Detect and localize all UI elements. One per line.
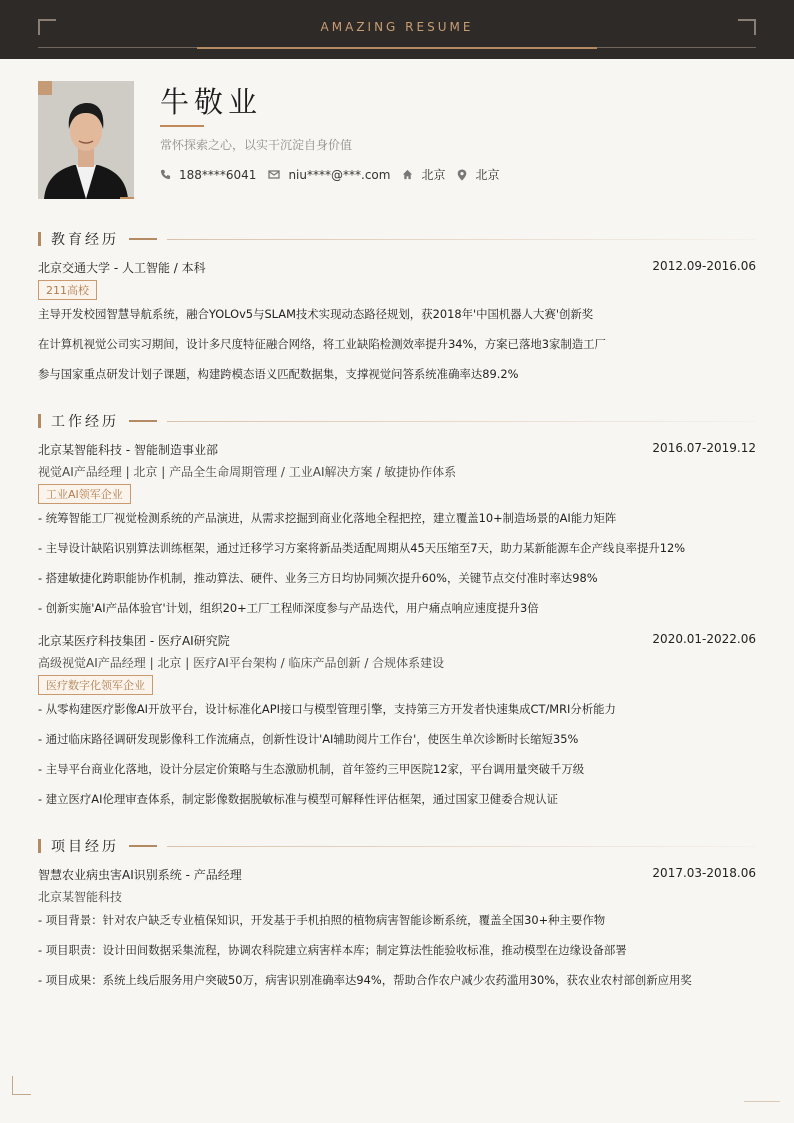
education-item: 在计算机视觉公司实习期间，设计多尺度特征融合网络，将工业缺陷检测效率提升34%，方案已落地3家制造工厂 xyxy=(38,337,606,351)
company-tag-badge: 工业AI领军企业 xyxy=(38,484,131,504)
header-accent-rule xyxy=(197,47,597,49)
education-item: 参与国家重点研发计划子课题，构建跨模态语义匹配数据集，支撑视觉问答系统准确率达89.2% xyxy=(38,367,519,381)
location-pin-icon xyxy=(457,169,467,181)
email-address: niu****@***.com xyxy=(288,167,391,182)
footer-rule xyxy=(744,1101,780,1102)
section-rule xyxy=(167,421,756,422)
job-item: - 创新实施'AI产品体验官'计划，组织20+工厂工程师深度参与产品迭代，用户痛点响应速度提升3倍 xyxy=(38,601,539,615)
current-city: 北京 xyxy=(475,168,500,182)
section-dash xyxy=(129,845,157,847)
profile-photo xyxy=(38,81,134,199)
job-item: - 建立医疗AI伦理审查体系，制定影像数据脱敏标准与模型可解释性评估框架，通过国家卫健委合规认证 xyxy=(38,792,559,806)
project-org: 北京某智能科技 xyxy=(38,890,123,904)
job-role: 视觉AI产品经理 | 北京 | 产品全生命周期管理 / 工业AI解决方案 / 敏捷协作体系 xyxy=(38,465,457,479)
name-underline xyxy=(160,125,204,127)
photo-corner-mark xyxy=(120,197,134,199)
avatar xyxy=(38,81,134,199)
section-project-title xyxy=(38,837,756,855)
project-name: 智慧农业病虫害AI识别系统 - 产品经理 xyxy=(38,868,242,882)
education-date: 2012.09-2016.06 xyxy=(652,259,756,273)
photo-corner-mark xyxy=(38,81,52,95)
education-item: 主导开发校园智慧导航系统，融合YOLOv5与SLAM技术实现动态路径规划，获2018年'中国机器人大赛'创新奖 xyxy=(38,307,594,321)
section-label: 工作经历 xyxy=(51,414,119,430)
mail-icon xyxy=(268,169,280,180)
job-company: 北京某智能科技 - 智能制造事业部 xyxy=(38,443,218,457)
job-role: 高级视觉AI产品经理 | 北京 | 医疗AI平台架构 / 临床产品创新 / 合规体系建设 xyxy=(38,656,445,670)
contact-home xyxy=(402,166,445,183)
section-rule xyxy=(167,846,756,847)
section-marker xyxy=(38,414,41,428)
job-item: - 主导设计缺陷识别算法训练框架，通过迁移学习方案将新品类适配周期从45天压缩至7天，助力某新能源车企产线良率提升12% xyxy=(38,541,686,555)
school-tag-badge: 211高校 xyxy=(38,280,97,300)
section-dash xyxy=(129,238,157,240)
section-marker xyxy=(38,839,41,853)
job-item: - 从零构建医疗影像AI开放平台，设计标准化API接口与模型管理引擎，支持第三方开发者快速集成CT/MRI分析能力 xyxy=(38,702,616,716)
section-education-title xyxy=(38,230,756,248)
section-dash xyxy=(129,420,157,422)
phone-number: 188****6041 xyxy=(179,167,257,182)
page-header xyxy=(0,0,794,59)
company-tag-badge: 医疗数字化领军企业 xyxy=(38,675,153,695)
project-item: - 项目职责：设计田间数据采集流程，协调农科院建立病害样本库；制定算法性能验收标准，推动模型在边缘设备部署 xyxy=(38,943,627,957)
contact-phone xyxy=(160,168,256,182)
section-work-title xyxy=(38,412,756,430)
job-entry-header xyxy=(38,632,756,649)
section-label: 教育经历 xyxy=(51,232,119,248)
section-marker xyxy=(38,232,41,246)
home-icon xyxy=(402,169,413,180)
section-rule xyxy=(167,239,756,240)
project-item: - 项目背景：针对农户缺乏专业植保知识，开发基于手机拍照的植物病害智能诊断系统，覆盖全国30+种主要作物 xyxy=(38,913,606,927)
candidate-name: 牛敬业 xyxy=(160,85,263,119)
job-item: - 搭建敏捷化跨职能协作机制，推动算法、硬件、业务三方日均协同频次提升60%，关键节点交付准时率达98% xyxy=(38,571,598,585)
school-name: 北京交通大学 - 人工智能 / 本科 xyxy=(38,261,206,275)
job-item: - 主导平台商业化落地，设计分层定价策略与生态激励机制，首年签约三甲医院12家，平台调用量突破千万级 xyxy=(38,762,585,776)
project-entry-header xyxy=(38,866,756,883)
job-date: 2020.01-2022.06 xyxy=(652,632,756,646)
project-date: 2017.03-2018.06 xyxy=(652,866,756,880)
contact-info xyxy=(160,166,511,183)
job-company: 北京某医疗科技集团 - 医疗AI研究院 xyxy=(38,634,230,648)
project-item: - 项目成果：系统上线后服务用户突破50万，病害识别准确率达94%，帮助合作农户减少农药滥用30%，获农业农村部创新应用奖 xyxy=(38,973,692,987)
job-item: - 统筹智能工厂视觉检测系统的产品演进，从需求挖掘到商业化落地全程把控，建立覆盖10+制造场景的AI能力矩阵 xyxy=(38,511,617,525)
candidate-motto: 常怀探索之心，以实干沉淀自身价值 xyxy=(160,138,353,152)
job-item: - 通过临床路径调研发现影像科工作流痛点，创新性设计'AI辅助阅片工作台'，使医生单次诊断时长缩短35% xyxy=(38,732,579,746)
home-city: 北京 xyxy=(421,168,446,182)
contact-location xyxy=(457,166,499,183)
contact-email xyxy=(268,168,390,182)
phone-icon xyxy=(160,169,171,180)
corner-ornament xyxy=(12,1076,31,1095)
section-label: 项目经历 xyxy=(51,839,119,855)
job-entry-header xyxy=(38,441,756,458)
header-title: AMAZING RESUME xyxy=(320,20,474,34)
education-entry-header xyxy=(38,259,756,276)
job-date: 2016.07-2019.12 xyxy=(652,441,756,455)
